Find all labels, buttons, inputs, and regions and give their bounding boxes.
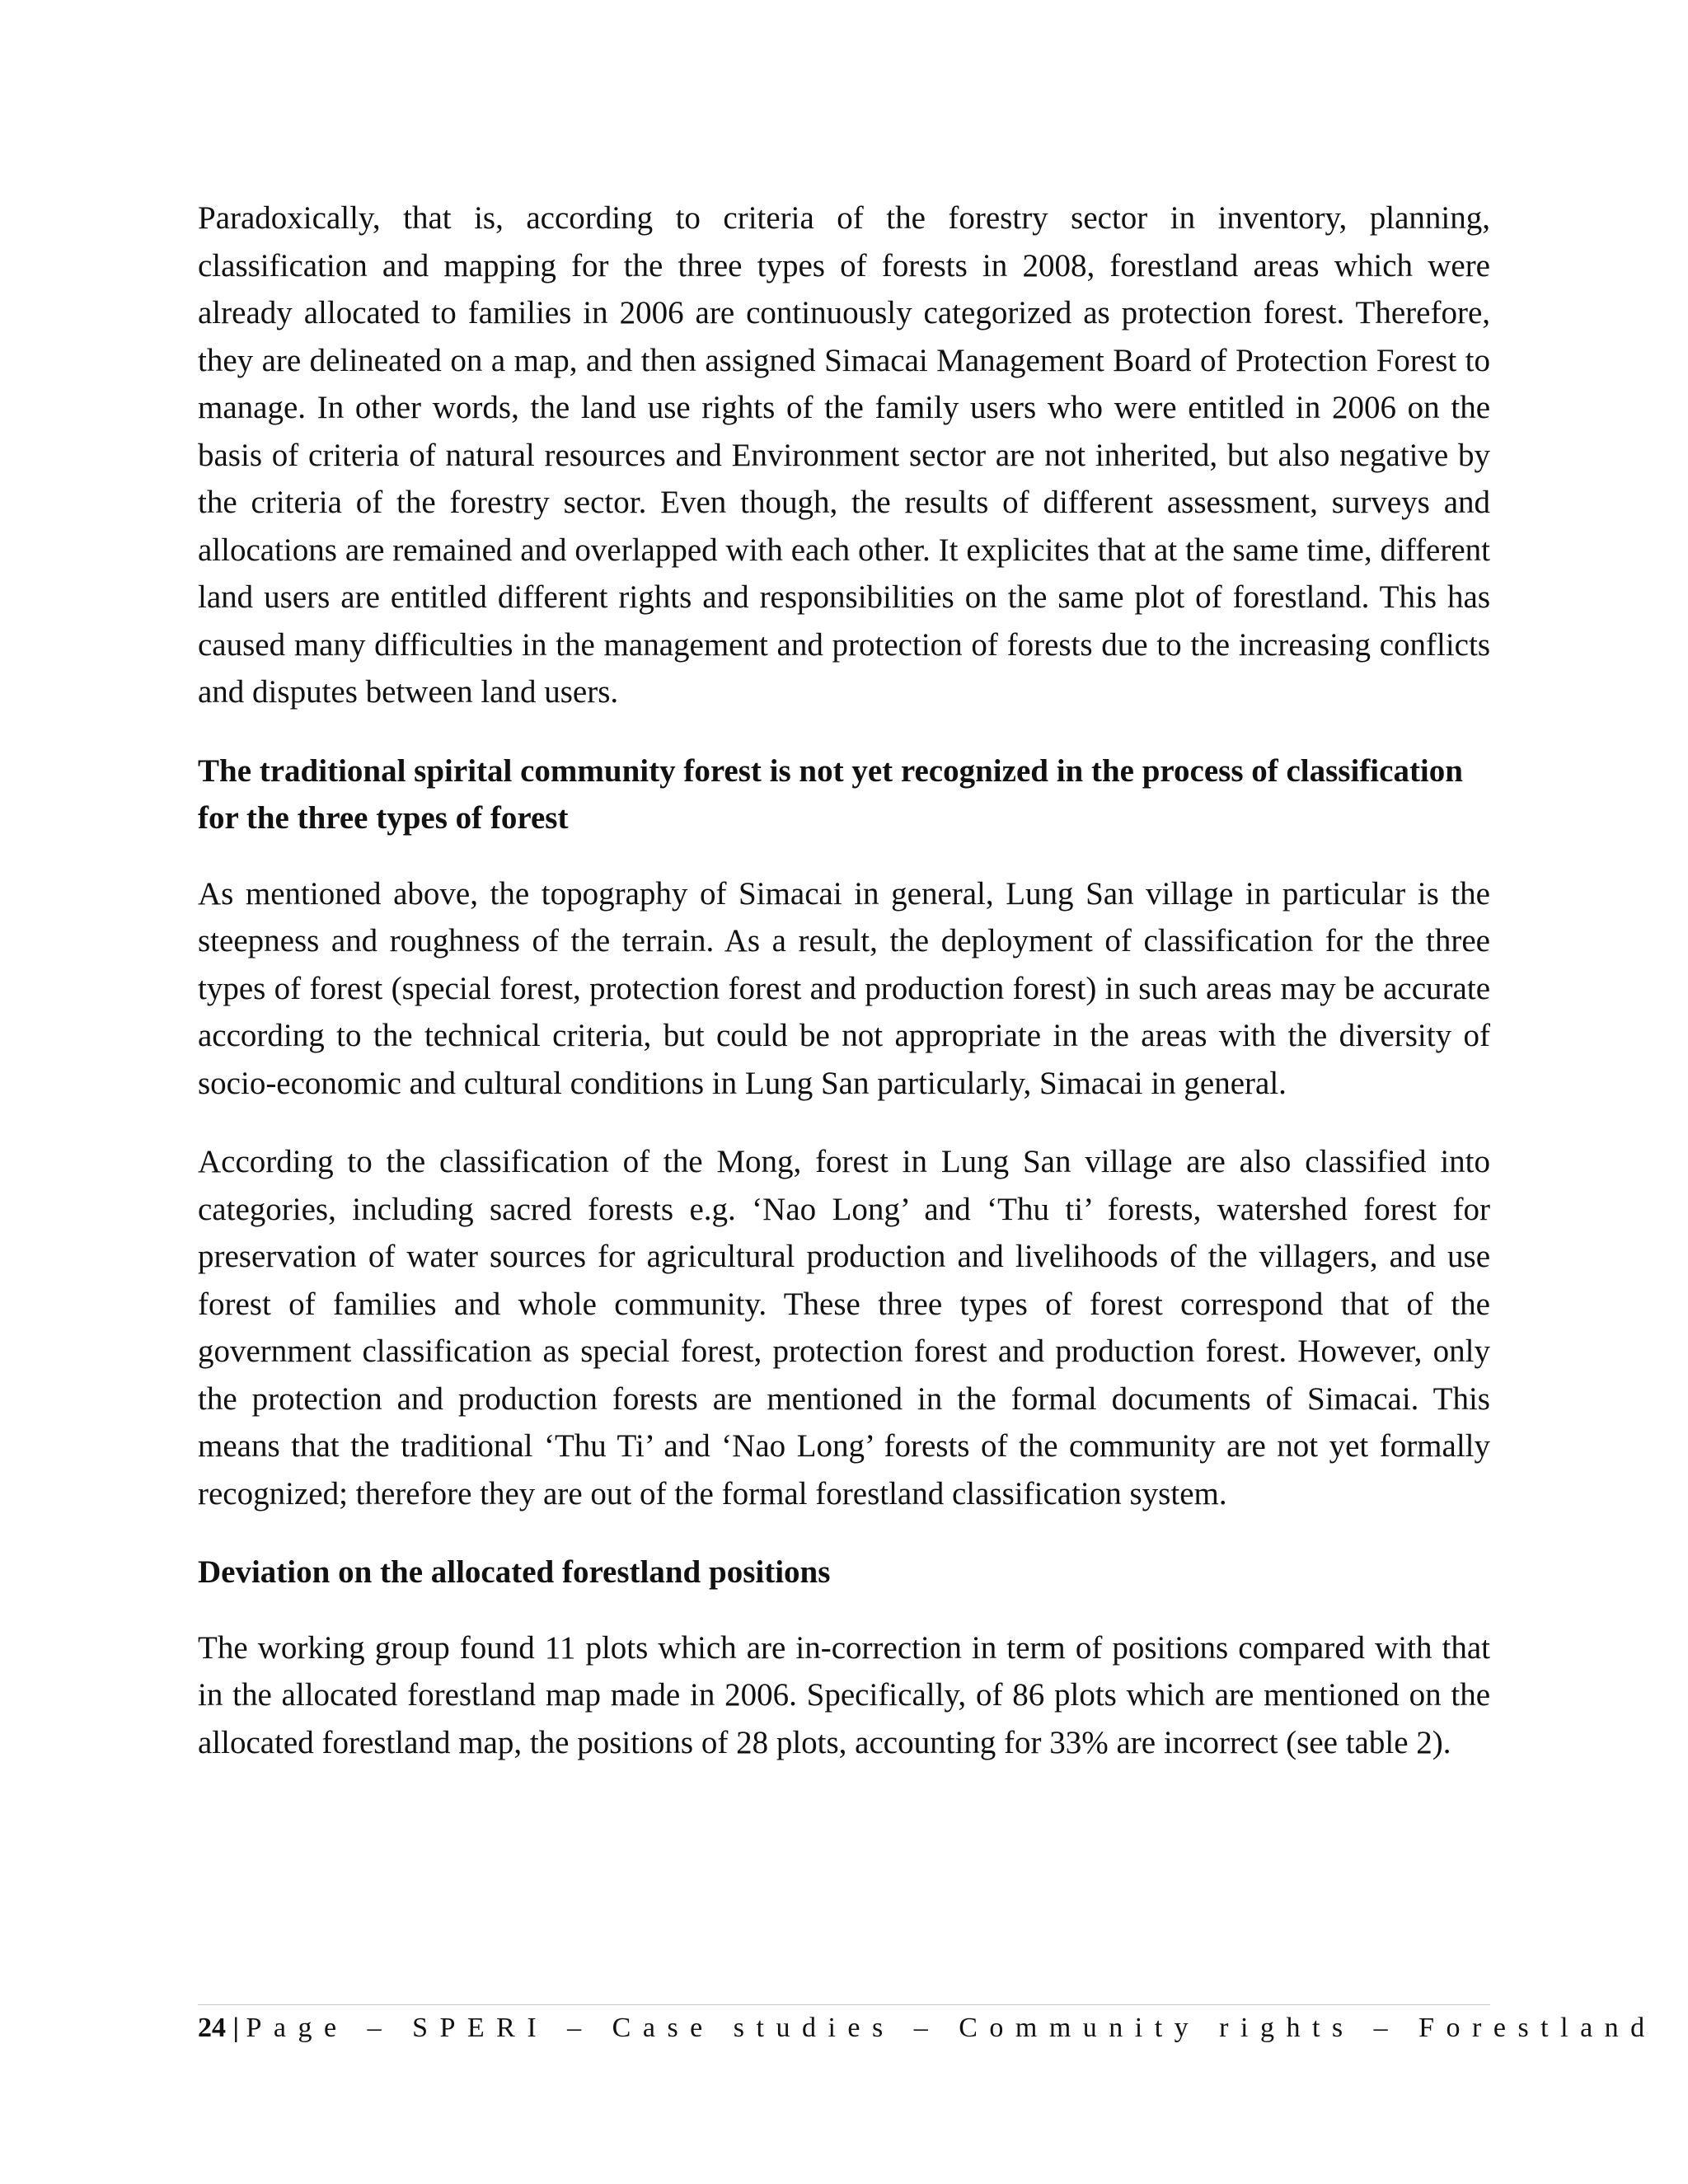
paragraph-working-group: The working group found 11 plots which are in-correction in term of positions compared with that in the allocated forestland map made in 2006. Specifically, of 86 plots which are mentioned on the allocated forestland map, the positions of 28 plots, accounting for 33% are incorrect (see table 2). — [198, 1629, 1490, 1760]
footer-running-text: Page – SPERI – Case studies – Community rights – Forestland — [246, 2013, 1657, 2043]
section-heading-deviation: Deviation on the allocated forestland positions — [198, 1554, 831, 1590]
paragraph-mong-classification: According to the classification of the Mong, forest in Lung San village are also classified into categories, including sacred forests e.g. ‘Nao Long’ and ‘Thu ti’ forests, watershed forest for preservation of water sources for agricultural production and livelihoods of the villagers, and use forest of families and whole community. These three types of forest correspond that of the government classification as special forest, protection forest and production forest. However, only the protection and production forests are mentioned in the formal documents of Simacai. This means that the traditional ‘Thu Ti’ and ‘Nao Long’ forests of the community are not yet formally recognized; therefore they are out of the formal forestland classification system. — [198, 1144, 1490, 1511]
footer-separator: | — [232, 2013, 239, 2043]
page-footer — [198, 2004, 1657, 2045]
paragraph-forestry-criteria: Paradoxically, that is, according to criteria of the forestry sector in inventory, planning, classification and mapping for the three types of forests in 2008, forestland areas which were already allocated to families in 2006 are continuously categorized as protection forest. Therefore, they are delineated on a map, and then assigned Simacai Management Board of Protection Forest to manage. In other words, the land use rights of the family users who were entitled in 2006 on the basis of criteria of natural resources and Environment sector are not inherited, but also negative by the criteria of the forestry sector. Even though, the results of different assessment, surveys and allocations are remained and overlapped with each other. It explicites that at the same time, different land users are entitled different rights and responsibilities on the same plot of forestland. This has caused many difficulties in the management and protection of forests due to the increasing conflicts and disputes between land users. — [198, 200, 1490, 710]
page-number: 24 — [198, 2013, 226, 2043]
document-page — [198, 194, 1490, 1797]
section-heading-spiritual-forest: The traditional spirital community forest is not yet recognized in the process of classification for the three types of forest — [198, 752, 1463, 836]
paragraph-topography: As mentioned above, the topography of Simacai in general, Lung San village in particular is the steepness and roughness of the terrain. As a result, the deployment of classification for the three types of forest (special forest, protection forest and production forest) in such areas may be accurate according to the technical criteria, but could be not appropriate in the areas with the diversity of socio-economic and cultural conditions in Lung San particularly, Simacai in general. — [198, 875, 1490, 1101]
